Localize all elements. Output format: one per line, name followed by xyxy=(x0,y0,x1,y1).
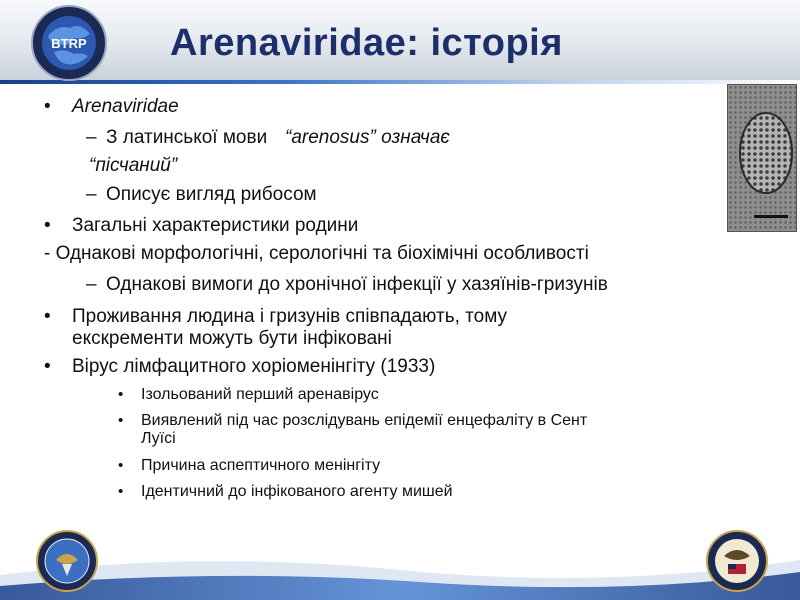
electron-micrograph-image xyxy=(727,84,797,232)
bullet-3-line-2: екскременти можуть бути інфіковані xyxy=(72,328,392,349)
bullet-4-sub-3: Причина аспептичного менінгіту xyxy=(141,457,381,474)
btrp-logo-icon xyxy=(30,4,108,82)
bullet-4-sub-2-line-1: Виявлений під час розслідувань епідемії енцефаліту в Сент xyxy=(141,412,588,429)
slide-title: Arenaviridae: історія xyxy=(170,22,563,64)
bullet-1-sub-1b: “arenosus” означає xyxy=(285,127,450,148)
sub-bullet-marker: • xyxy=(118,412,124,429)
dod-seal-icon xyxy=(36,530,98,592)
logo-text: BTRP xyxy=(51,36,87,51)
bullet-2-plain: - Однакові морфологічні, серологічні та біохімічні особливості xyxy=(44,243,589,264)
dash-marker: – xyxy=(86,274,97,295)
bullet-marker: • xyxy=(44,306,51,327)
sub-bullet-marker: • xyxy=(118,457,124,474)
bullet-2-sub-1: Однакові вимоги до хронічної інфекції у хазяїнів-гризунів xyxy=(106,274,608,295)
sub-bullet-marker: • xyxy=(118,483,124,500)
bullet-marker: • xyxy=(44,215,51,236)
dash-marker: – xyxy=(86,127,97,148)
bullet-4-sub-4: Ідентичний до інфікованого агенту мишей xyxy=(141,483,453,500)
bullet-1: Arenaviridae xyxy=(72,96,179,117)
dtra-seal-icon xyxy=(706,530,768,592)
bullet-2: Загальні характеристики родини xyxy=(72,215,359,236)
bullet-4-sub-1: Ізольований перший аренавірус xyxy=(141,386,379,403)
bullet-marker: • xyxy=(44,96,51,117)
bullet-4-sub-2-line-2: Луїсі xyxy=(141,430,176,447)
bullet-3-line-1: Проживання людина і гризунів співпадають, тому xyxy=(72,306,507,327)
bullet-1-sub-1c: “пісчаний” xyxy=(89,155,178,176)
dash-marker: – xyxy=(86,184,97,205)
footer-wave xyxy=(0,520,800,600)
bullet-1-sub-2: Описує вигляд рибосом xyxy=(106,184,317,205)
sub-bullet-marker: • xyxy=(118,386,124,403)
bullet-4: Вірус лімфацитного хоріоменінгіту (1933) xyxy=(72,356,436,377)
header-rule xyxy=(0,80,800,84)
bullet-marker: • xyxy=(44,356,51,377)
bullet-1-sub-1a: З латинської мови xyxy=(106,127,268,148)
